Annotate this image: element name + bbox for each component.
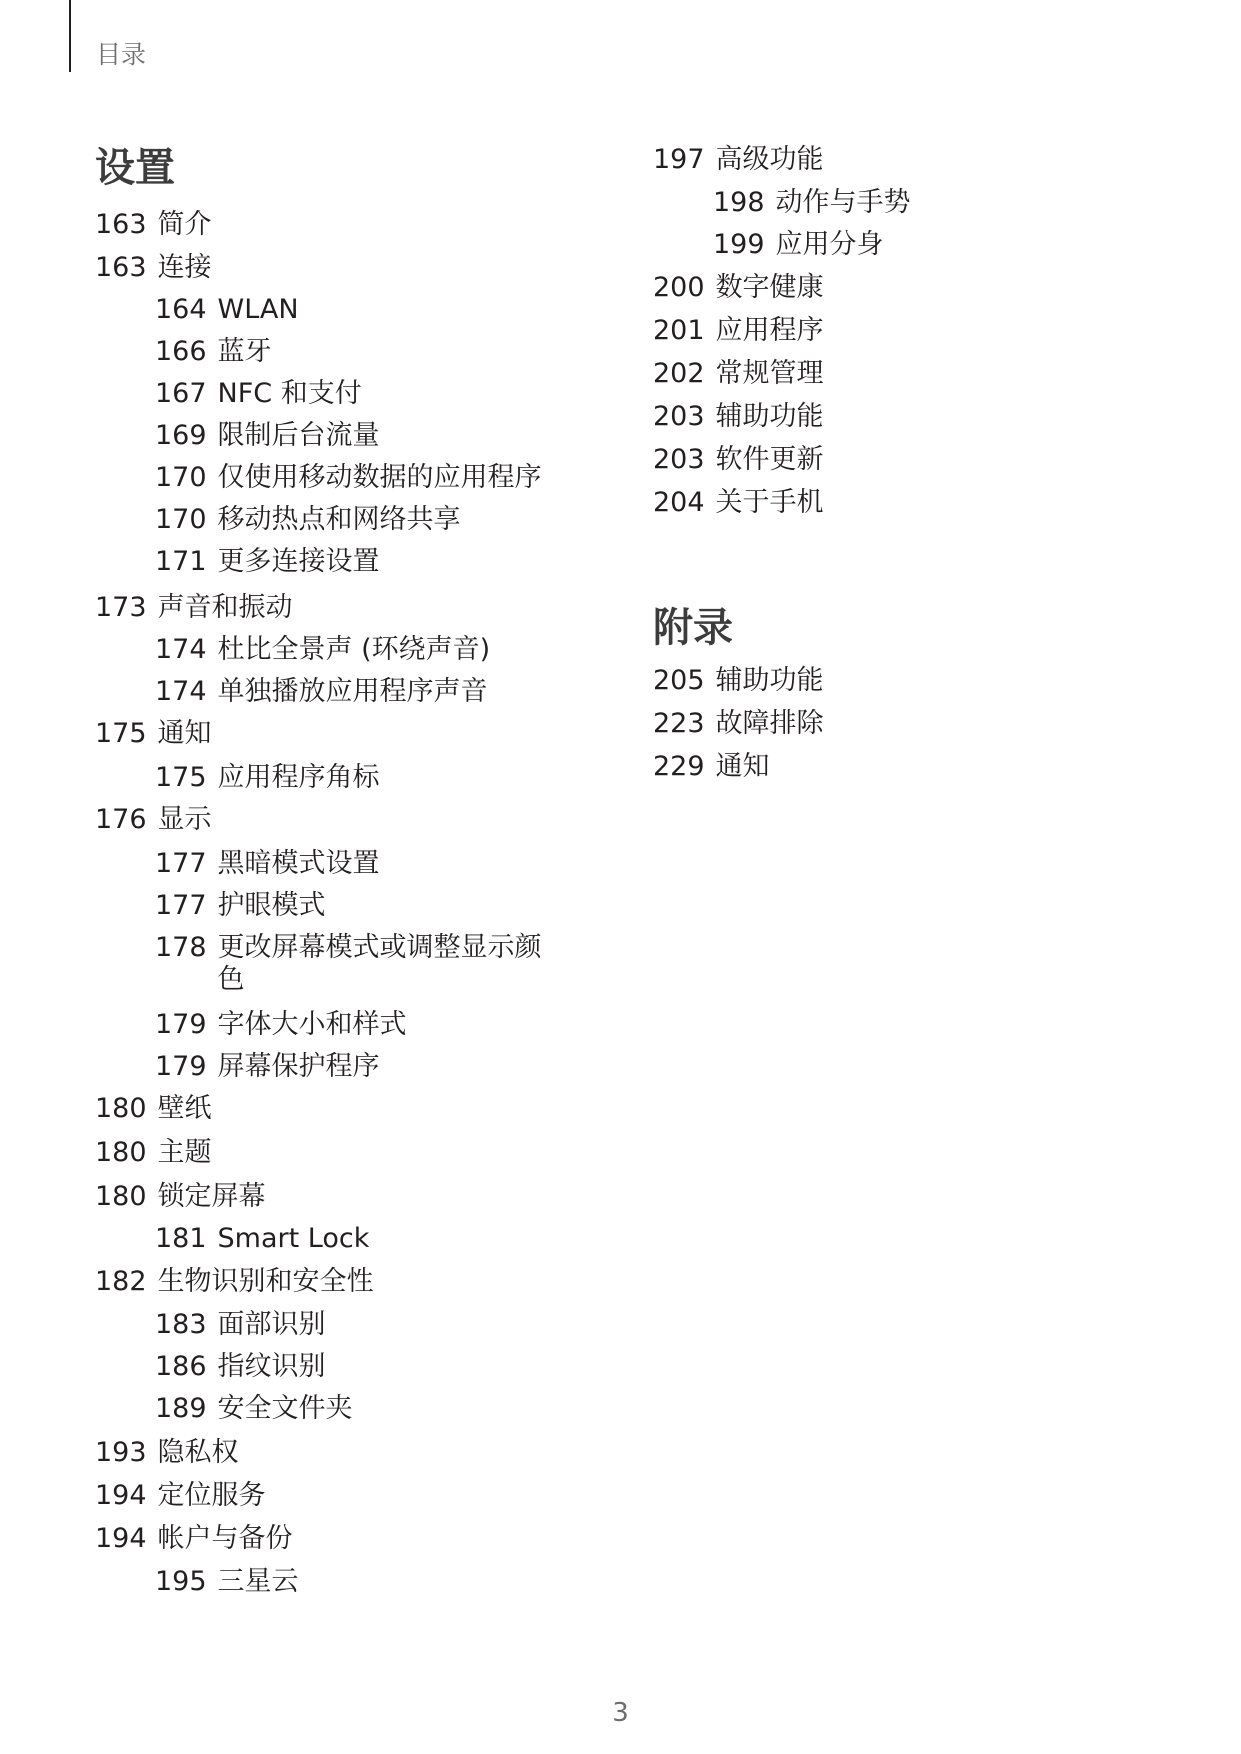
toc-title: 隐私权 (157, 1437, 239, 1468)
toc-entry[interactable] (653, 665, 824, 697)
toc-entry[interactable] (95, 804, 212, 836)
toc-page-number: 180 (95, 1137, 147, 1168)
toc-title: 三星云 (217, 1566, 299, 1597)
toc-page-number: 175 (95, 718, 147, 749)
toc-page-number: 179 (155, 1051, 207, 1082)
toc-entry[interactable] (653, 751, 770, 783)
toc-entry[interactable] (155, 848, 380, 880)
toc-title: 更多连接设置 (217, 546, 380, 577)
toc-page-number: 179 (155, 1009, 207, 1040)
toc-entry[interactable] (95, 1266, 374, 1298)
toc-page-number: 176 (95, 804, 147, 835)
toc-title: 连接 (157, 252, 212, 283)
toc-title: 主题 (157, 1137, 212, 1168)
toc-entry[interactable] (95, 252, 212, 284)
toc-entry[interactable] (653, 444, 824, 476)
toc-title: WLAN (217, 294, 299, 325)
toc-title: 简介 (157, 209, 212, 240)
toc-title: 安全文件夹 (217, 1393, 353, 1424)
toc-title: 通知 (157, 718, 212, 749)
toc-entry[interactable] (95, 592, 293, 624)
toc-page-number: 181 (155, 1223, 207, 1254)
toc-title: 限制后台流量 (217, 420, 380, 451)
toc-title: 软件更新 (715, 444, 824, 475)
section-title-appendix: 附录 (653, 605, 733, 651)
toc-title: NFC 和支付 (217, 378, 362, 409)
toc-title: 数字健康 (715, 272, 824, 303)
toc-page-number: 223 (653, 708, 705, 739)
toc-title: 指纹识别 (217, 1351, 326, 1382)
toc-entry[interactable] (155, 634, 490, 666)
toc-entry[interactable] (155, 1009, 407, 1041)
toc-title: 黑暗模式设置 (217, 848, 380, 879)
toc-title: 辅助功能 (715, 665, 824, 696)
toc-page-number: 177 (155, 848, 207, 879)
toc-entry[interactable] (713, 229, 884, 261)
toc-title: 移动热点和网络共享 (217, 504, 461, 535)
toc-title: 蓝牙 (217, 336, 272, 367)
toc-entry[interactable] (95, 1137, 212, 1169)
toc-entry[interactable] (155, 1309, 326, 1341)
toc-page-number: 167 (155, 378, 207, 409)
toc-page-number: 202 (653, 358, 705, 389)
toc-title: 关于手机 (715, 487, 824, 518)
toc-page-number: 199 (713, 229, 765, 260)
toc-page-number: 183 (155, 1309, 207, 1340)
toc-title: 锁定屏幕 (157, 1181, 266, 1212)
toc-page-number: 204 (653, 487, 705, 518)
toc-title: 更改屏幕模式或调整显示颜色 (217, 932, 542, 995)
toc-entry[interactable] (653, 144, 824, 176)
toc-page-number: 170 (155, 504, 207, 535)
toc-page-number: 180 (95, 1093, 147, 1124)
toc-entry[interactable] (95, 718, 212, 750)
toc-entry[interactable] (95, 1437, 239, 1469)
toc-page-number: 194 (95, 1480, 147, 1511)
toc-title: 护眼模式 (217, 890, 326, 921)
toc-title: 显示 (157, 804, 212, 835)
toc-entry[interactable] (95, 1181, 266, 1213)
toc-entry[interactable] (155, 462, 542, 494)
toc-title: 通知 (715, 751, 770, 782)
toc-entry[interactable] (155, 932, 568, 996)
page-number: 3 (612, 1698, 629, 1728)
toc-page-number: 177 (155, 890, 207, 921)
toc-entry[interactable] (95, 1523, 293, 1555)
toc-title: 面部识别 (217, 1309, 326, 1340)
toc-entry[interactable] (155, 1351, 326, 1383)
toc-page-number: 175 (155, 762, 207, 793)
toc-entry[interactable] (155, 336, 272, 368)
toc-entry[interactable] (155, 676, 488, 708)
toc-title: 生物识别和安全性 (157, 1266, 374, 1297)
toc-entry[interactable] (155, 1566, 299, 1598)
toc-page-number: 174 (155, 634, 207, 665)
toc-page-number: 169 (155, 420, 207, 451)
toc-entry[interactable] (155, 762, 380, 794)
toc-page-number: 229 (653, 751, 705, 782)
toc-title: 辅助功能 (715, 401, 824, 432)
toc-title: 定位服务 (157, 1480, 266, 1511)
toc-page-number: 170 (155, 462, 207, 493)
toc-title: 仅使用移动数据的应用程序 (217, 462, 542, 493)
toc-entry[interactable] (95, 1093, 212, 1125)
toc-entry[interactable] (653, 315, 824, 347)
toc-entry[interactable] (155, 504, 461, 536)
toc-page-number: 163 (95, 209, 147, 240)
toc-page-number: 166 (155, 336, 207, 367)
toc-title: 故障排除 (715, 708, 824, 739)
toc-page-number: 195 (155, 1566, 207, 1597)
toc-entry[interactable] (155, 1051, 380, 1083)
toc-page-number: 164 (155, 294, 207, 325)
toc-entry[interactable] (155, 378, 362, 410)
toc-page-number: 180 (95, 1181, 147, 1212)
toc-page-number: 171 (155, 546, 207, 577)
toc-page-number: 198 (713, 187, 765, 218)
header-label: 目录 (96, 40, 147, 69)
toc-page-number: 203 (653, 401, 705, 432)
toc-entry[interactable] (95, 209, 212, 241)
toc-title: 壁纸 (157, 1093, 212, 1124)
toc-page-number: 193 (95, 1437, 147, 1468)
toc-entry[interactable] (155, 420, 380, 452)
toc-entry[interactable] (653, 708, 824, 740)
toc-page-number: 182 (95, 1266, 147, 1297)
toc-page-number: 173 (95, 592, 147, 623)
toc-title: Smart Lock (217, 1223, 370, 1254)
toc-entry[interactable] (155, 890, 326, 922)
toc-title: 声音和振动 (157, 592, 293, 623)
toc-entry[interactable] (155, 546, 380, 578)
toc-title: 字体大小和样式 (217, 1009, 407, 1040)
toc-title: 杜比全景声 (环绕声音) (217, 634, 491, 665)
toc-entry[interactable] (653, 401, 824, 433)
toc-page-number: 163 (95, 252, 147, 283)
toc-page-number: 205 (653, 665, 705, 696)
toc-entry[interactable] (155, 294, 299, 326)
toc-entry[interactable] (653, 358, 824, 390)
toc-page-number: 186 (155, 1351, 207, 1382)
toc-page-number: 178 (155, 932, 207, 963)
toc-entry[interactable] (653, 272, 824, 304)
toc-page-number: 203 (653, 444, 705, 475)
toc-title: 高级功能 (715, 144, 824, 175)
toc-entry[interactable] (155, 1393, 353, 1425)
toc-title: 应用程序角标 (217, 762, 380, 793)
toc-page-number: 197 (653, 144, 705, 175)
toc-entry[interactable] (155, 1223, 369, 1255)
toc-page-number: 189 (155, 1393, 207, 1424)
toc-title: 应用程序 (715, 315, 824, 346)
toc-entry[interactable] (713, 187, 911, 219)
toc-page-number: 200 (653, 272, 705, 303)
toc-title: 帐户与备份 (157, 1523, 293, 1554)
toc-title: 单独播放应用程序声音 (217, 676, 488, 707)
toc-title: 常规管理 (715, 358, 824, 389)
toc-title: 应用分身 (775, 229, 884, 260)
toc-page-number: 174 (155, 676, 207, 707)
section-title-settings: 设置 (95, 145, 175, 191)
toc-entry[interactable] (653, 487, 824, 519)
toc-title: 动作与手势 (775, 187, 911, 218)
toc-page-number: 194 (95, 1523, 147, 1554)
toc-title: 屏幕保护程序 (217, 1051, 380, 1082)
toc-page-number: 201 (653, 315, 705, 346)
header-rule (69, 0, 71, 72)
toc-entry[interactable] (95, 1480, 266, 1512)
